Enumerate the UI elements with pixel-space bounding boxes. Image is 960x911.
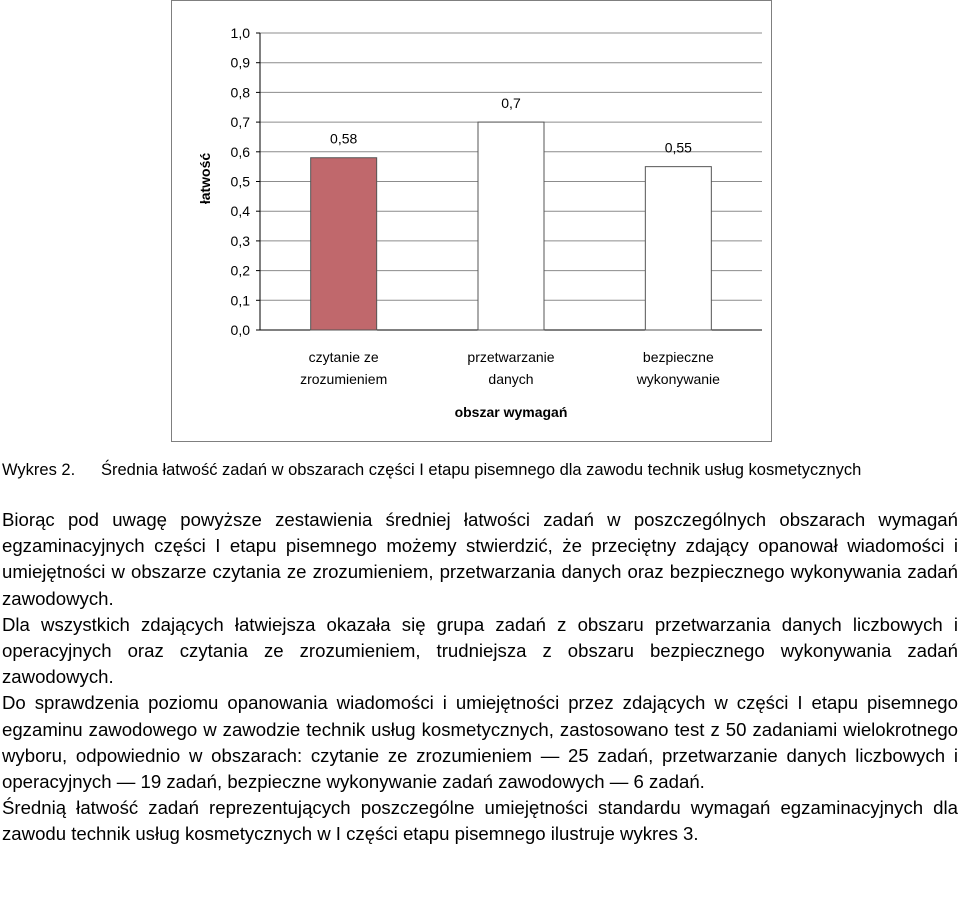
- category-label: danych: [488, 371, 534, 387]
- x-axis-title: obszar wymagań: [454, 404, 568, 420]
- body-text: [2, 507, 958, 848]
- y-tick-label: 0,4: [230, 203, 250, 220]
- caption-label: Wykres 2.: [2, 461, 76, 479]
- bar-chart: [172, 1, 771, 441]
- y-axis-title: łatwość: [197, 152, 213, 205]
- category-label: wykonywanie: [636, 371, 720, 387]
- y-tick-label: 0,2: [230, 262, 250, 279]
- category-label: czytanie ze: [308, 349, 379, 365]
- data-label: 0,55: [664, 139, 692, 156]
- y-tick-label: 0,9: [230, 54, 250, 71]
- bar: [478, 122, 544, 330]
- paragraph: Średnią łatwość zadań reprezentujących poszczególne umiejętności standardu wymagań egzaminacyjnych dla zawodu technik usług kosmetycznych w I części etapu pisemnego ilustruje wykres 3.: [2, 797, 958, 845]
- category-label: bezpieczne: [642, 349, 714, 365]
- paragraph: Dla wszystkich zdających łatwiejsza okazała się grupa zadań z obszaru przetwarzania danych liczbowych i operacyjnych oraz czytania ze zrozumieniem, trudniejsza z obszaru bezpiecznego wykonywania zadań zawodowych.: [2, 613, 958, 688]
- data-label: 0,58: [330, 130, 358, 147]
- paragraph: Do sprawdzenia poziomu opanowania wiadomości i umiejętności przez zdających w części I etapu pisemnego egzaminu zawodowego w zawodzie technik usług kosmetycznych, zastosowano test z 50 zadaniami wielokrotnego wyboru, odpowiednio w obszarach: czytanie ze zrozumieniem — 25 zadań, przetwarzanie danych liczbowych i operacyjnych — 19 zadań, bezpieczne wykonywanie zadań zawodowych — 6 zadań.: [2, 692, 958, 793]
- y-tick-label: 0,1: [230, 292, 250, 309]
- caption-text: Średnia łatwość zadań w obszarach części I etapu pisemnego dla zawodu technik usług kosmetycznych: [101, 461, 862, 479]
- y-tick-label: 1,0: [230, 25, 250, 41]
- y-tick-label: 0,8: [230, 84, 250, 101]
- bar: [645, 167, 711, 330]
- y-tick-label: 0,5: [230, 173, 250, 190]
- bar: [311, 158, 377, 330]
- category-label: przetwarzanie: [467, 349, 555, 365]
- chart-container: [171, 0, 772, 442]
- y-tick-label: 0,0: [230, 322, 250, 338]
- paragraph: Biorąc pod uwagę powyższe zestawienia średniej łatwości zadań w poszczególnych obszarach wymagań egzaminacyjnych części I etapu pisemnego możemy stwierdzić, że przeciętny zdający opanował wiadomości i umiejętności w obszarze czytania ze zrozumieniem, przetwarzania danych oraz bezpiecznego wykonywania zadań zawodowych.: [2, 509, 958, 609]
- y-tick-label: 0,7: [230, 114, 250, 131]
- category-label: zrozumieniem: [300, 371, 388, 387]
- y-tick-label: 0,3: [230, 232, 250, 249]
- y-tick-label: 0,6: [230, 143, 250, 160]
- data-label: 0,7: [501, 95, 521, 112]
